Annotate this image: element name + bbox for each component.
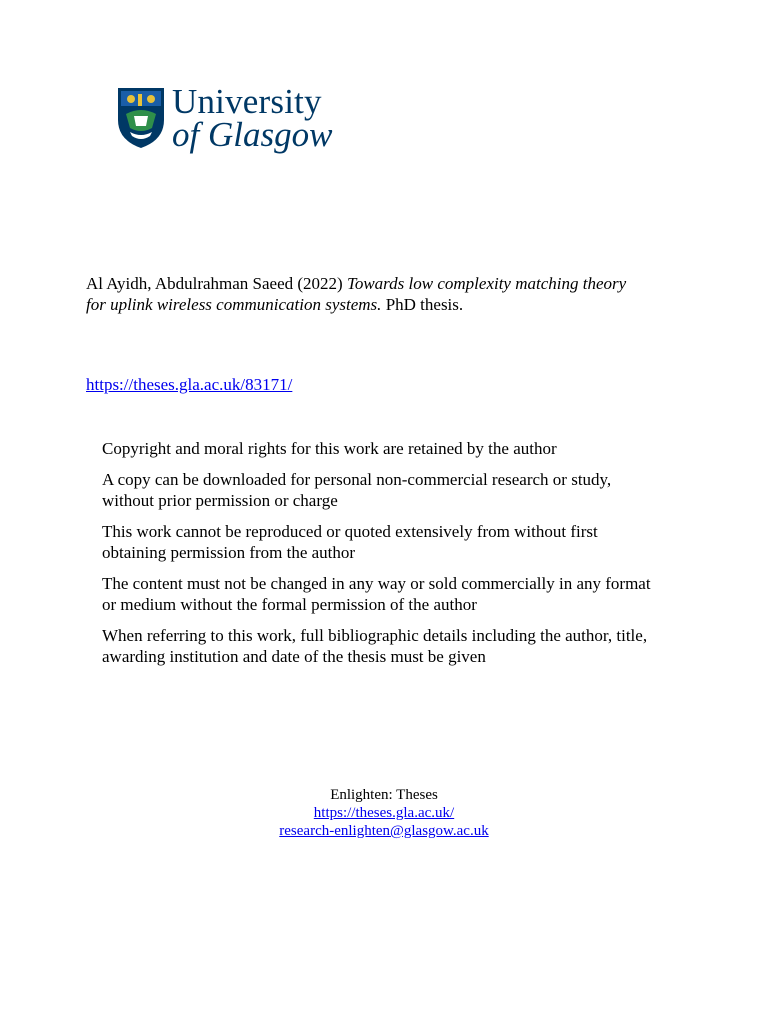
citation-title: Towards low complexity matching theory for uplink wireless communication systems. [86, 274, 627, 314]
citation-type: PhD thesis. [385, 295, 464, 314]
footer-title: Enlighten: Theses [330, 787, 438, 803]
university-crest-icon [116, 86, 166, 152]
rights-item: A copy can be downloaded for personal non-commercial research or study, without prior permission or charge [102, 470, 612, 510]
rights-item: Copyright and moral rights for this work are retained by the author [102, 439, 557, 458]
rights-item: This work cannot be reproduced or quoted extensively from without first obtaining permission from the author [102, 522, 598, 562]
rights-list [102, 438, 662, 677]
rights-item: The content must not be changed in any way or sold commercially in any format or medium without the formal permission of the author [102, 574, 651, 614]
footer-email-link[interactable]: research-enlighten@glasgow.ac.uk [279, 823, 489, 839]
citation [86, 273, 646, 315]
rights-item: When referring to this work, full bibliographic details including the author, title, awarding institution and date of the thesis must be given [102, 626, 648, 666]
university-logo [116, 84, 348, 154]
thesis-url-link[interactable]: https://theses.gla.ac.uk/83171/ [86, 375, 293, 394]
citation-authors-year: Al Ayidh, Abdulrahman Saeed (2022) [86, 274, 343, 293]
logo-wordmark-line2: of Glasgow [172, 115, 333, 154]
logo-wordmark-line1: University [172, 82, 322, 121]
footer-url-link[interactable]: https://theses.gla.ac.uk/ [313, 805, 455, 821]
footer [0, 786, 768, 840]
